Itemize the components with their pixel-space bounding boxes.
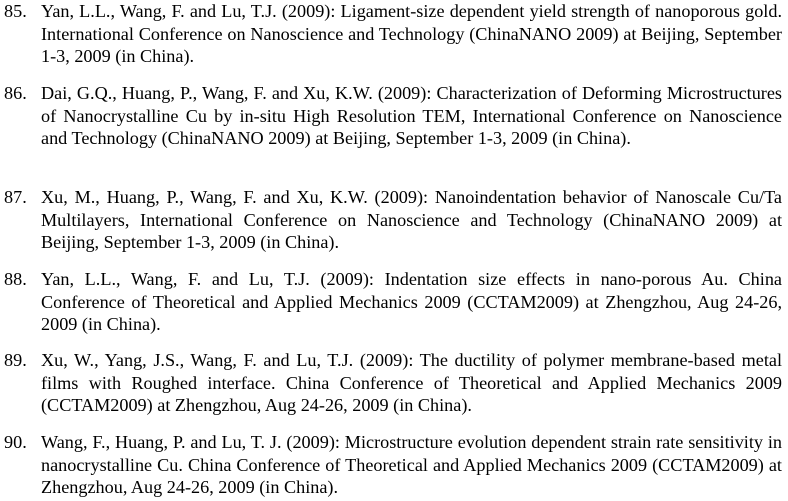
reference-text: Xu, W., Yang, J.S., Wang, F. and Lu, T.J. (2009): The ductility of polymer membrane-based metal films with Roughed interface. China Conference of Theoretical and Applied Mechanics 2009 (CCTAM2009) at Zhengzhou, Aug 24-26, 2009 (in China). (41, 350, 782, 416)
reference-number: 88. (4, 269, 27, 289)
reference-number: 89. (4, 350, 27, 370)
reference-text: Yan, L.L., Wang, F. and Lu, T.J. (2009): Ligament-size dependent yield strength of nanoporous gold. International Conference on Nanoscience and Technology (ChinaNANO 2009) at Beijing, September 1-3, 2009 (in China). (41, 1, 782, 67)
reference-number: 86. (4, 83, 27, 103)
reference-number: 90. (4, 432, 27, 452)
reference-text: Wang, F., Huang, P. and Lu, T. J. (2009): Microstructure evolution dependent strain rate sensitivity in nanocrystalline Cu. China Conference of Theoretical and Applied Mechanics 2009 (CCTAM2009) at Zhengzhou, Aug 24-26, 2009 (in China). (41, 432, 782, 498)
reference-text: Xu, M., Huang, P., Wang, F. and Xu, K.W. (2009): Nanoindentation behavior of Nanoscale Cu/Ta Multilayers, International Conference on Nanoscience and Technology (ChinaNANO 2009) at Beijing, September 1-3, 2009 (in China). (41, 187, 782, 253)
reference-number: 85. (4, 1, 27, 21)
reference-text: Yan, L.L., Wang, F. and Lu, T.J. (2009): Indentation size effects in nano-porous Au. China Conference of Theoretical and Applied Mechanics 2009 (CCTAM2009) at Zhengzhou, Aug 24-26, 2009 (in China). (41, 269, 782, 335)
reference-text: Dai, G.Q., Huang, P., Wang, F. and Xu, K.W. (2009): Characterization of Deforming Microstructures of Nanocrystalline Cu by in-situ High Resolution TEM, International Conference on Nanoscience and Technology (ChinaNANO 2009) at Beijing, September 1-3, 2009 (in China). (41, 83, 782, 149)
reference-number: 87. (4, 187, 27, 207)
